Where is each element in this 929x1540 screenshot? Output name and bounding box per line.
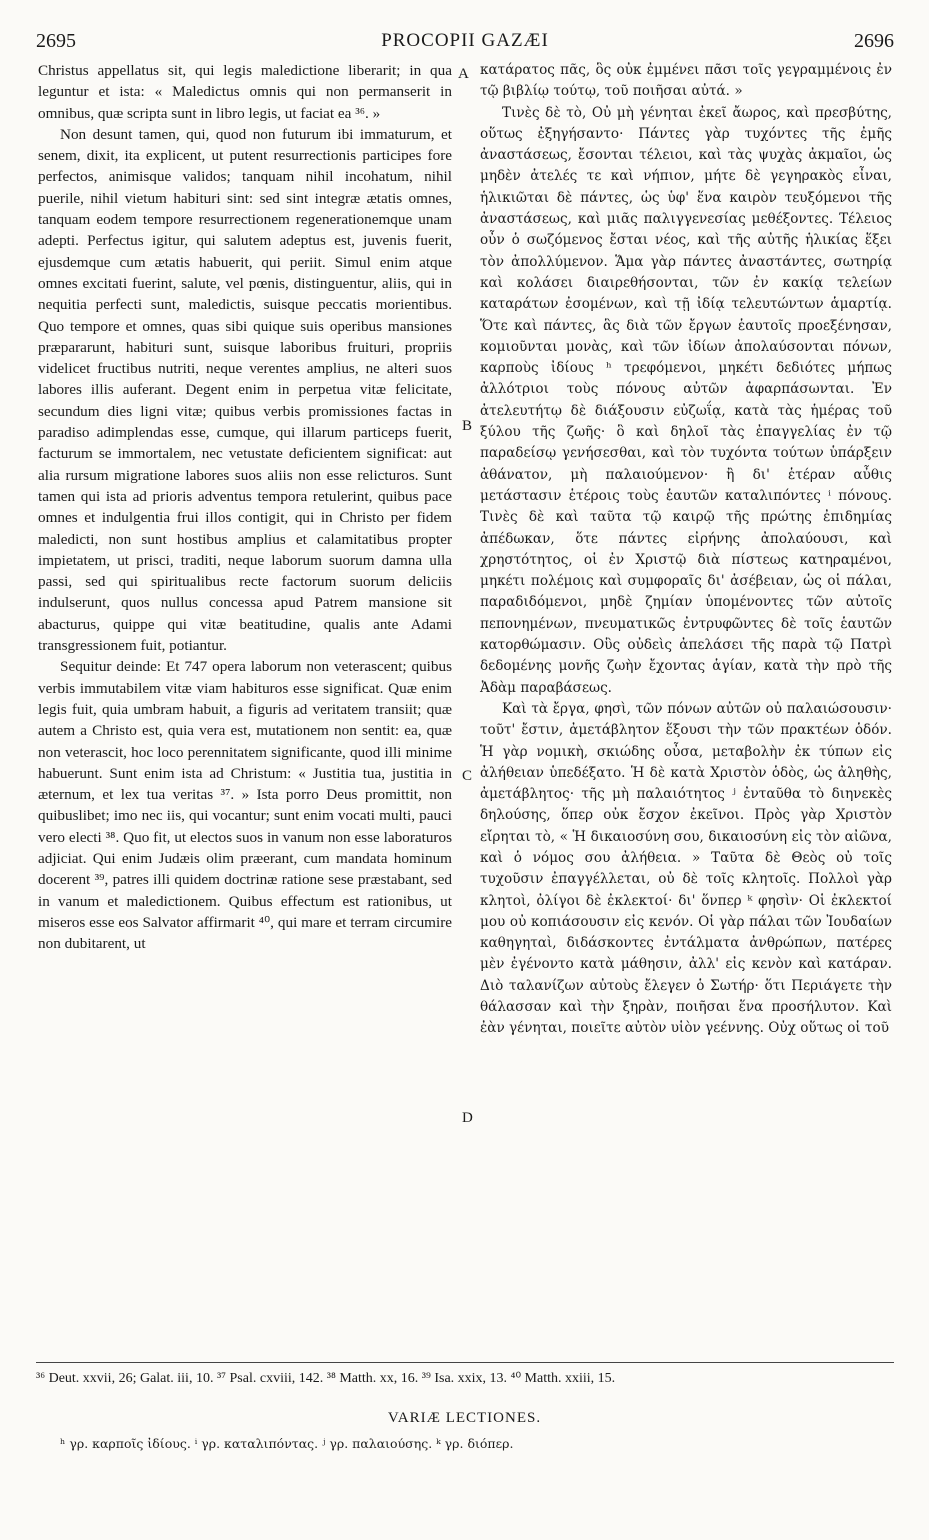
margin-letter-b: B — [462, 418, 473, 434]
greek-paragraph-3: Καὶ τὰ ἔργα, φησὶ, τῶν πόνων αὐτῶν οὐ παλαιώσουσιν· τοῦτ' ἔστιν, ἀμετάβλητον ἕξουσι τὴν τῶν πρακτέων ὁδόν. Ἡ γὰρ νομικὴ, σκιώδης οὖσα, μεταβολὴν ἐκ τύπων εἰς ἀλήθειαν ὑπεδέξατο. Ἡ δὲ κατὰ Χριστὸν ὁδὸς, ὡς ἀληθὴς, ἀμετάβλητος· τῆς μὴ παλαιότητος ʲ ἐνταῦθα τὸ διηνεκὲς δηλούσης, ὅπερ οὐκ ἔσχον ἐκεῖνοι. Πρὸς γὰρ Χριστὸν εἴρηται τὸ, « Ἡ δικαιοσύνη σου, δικαιοσύνη εἰς τὸν αἰῶνα, καὶ ὁ νόμος σου ἀλήθεια. » Ταῦτα δὲ Θεὸς οὐ τοῖς τυχοῦσιν ἐπαγγέλλεται, οὐ δὲ τοῖς κλητοῖς. Πολλοὶ γὰρ κλητοὶ, ὀλίγοι δὲ ἐκλεκτοί· δι' ὅνπερ ᵏ φησὶν· Οἱ ἐκλεκτοί μου οὐ κοπιάσουσιν εἰς κενόν. Οἱ γὰρ πάλαι τῶν Ἰουδαίων καθηγηταὶ, διδάσκοντες ἐντάλματα ἀνθρώπων, πατέρες μὲν ἐγένοντο κατὰ μάθησιν, ἀλλ' εἰς κενὸν καὶ κατάραν. Διὸ ταλανίζων αὐτοὺς ἔλεγεν ὁ Σωτήρ· ὅτι Περιάγετε τὴν θάλασσαν καὶ τὴν ξηρὰν, ποιῆσαι ἕνα προσήλυτον. Καὶ ἐὰν γένηται, ποιεῖτε αὐτὸν υἱὸν γεέννης. Οὐχ οὕτως οἱ τοῦ — [480, 700, 892, 1037]
latin-paragraph-2: Non desunt tamen, qui, quod non futurum ibi immaturum, et senem, dixit, ita explicent, ut putent resurrectionis participes fore perfectos, animisque validos; tanquam nihil incohatum, nihil puerile, nihil vietum habituri sint: sed sint integræ ætatis omnes, tanquam eodem tempore resurrectionem regenerationemque unam adepti. Perfectus igitur, qui salutem adeptus est, juvenis fuerit, ejusdemque cum ætatis habuerit, qui periit. Simul enim atque omnes excitati fuerint, salute, vel pœnis, distinguentur, aliis, qui in nequitia perfecti sunt, maledictis, suisque peccatis morientibus. Quo tempore et omnes, quas sibi quique suis operibus mansiones præpararunt, habituri sunt, suisque laboribus fruituri, propriis videlicet fructibus nutriti, neque verentes amplius, ne alteri suos labores illis auferant. Degent enim in perpetua vitæ felicitate, secundum dies ligni vitæ; quibus verbis promissiones factas in paradiso adimplendas esse, cumque, qui illarum particeps fuerit, facturum se immortalem, nec vetustate deficientem significat: aut alia rursum migratione labores suos aliis non esse relicturos. Sunt tamen qui ista ad prioris adventus tempora retulerint, quibus pace omnes et indulgentia frui illos contigit, qui in Christo per fidem maledicti, non sunt hostibus amplius et calamitatibus propter impietatem, ut prisci, traditi, neque laborum suorum damna ulla passi, sed qui spiritualibus recte factorum suorum deliciis indulserunt, quos nullus concessa apud Patrem mansione sit abacturus, quippe qui vitæ beatitudine, qualis ante Adami transgressionem fuit, potiantur. — [38, 125, 452, 655]
latin-column — [38, 60, 452, 954]
page-number-right: 2696 — [854, 30, 894, 52]
footnotes: ³⁶ Deut. xxvii, 26; Galat. iii, 10. ³⁷ Psal. cxviii, 142. ³⁸ Matth. xx, 16. ³⁹ Isa. xxix, 13. ⁴⁰ Matth. xxiii, 15. — [36, 1371, 616, 1386]
margin-letter-d: D — [462, 1110, 473, 1126]
page-number-left: 2695 — [36, 30, 76, 52]
footnote-rule — [36, 1362, 894, 1363]
margin-letter-c: C — [462, 768, 473, 784]
running-title: PROCOPII GAZÆI — [381, 30, 549, 51]
greek-column — [480, 60, 892, 1040]
variae-lectiones-title: VARIÆ LECTIONES. — [387, 1410, 542, 1426]
greek-paragraph-2: Τινὲς δὲ τὸ, Οὐ μὴ γένηται ἐκεῖ ἄωρος, καὶ πρεσβύτης, οὕτως ἐξηγήσαντο· Πάντες γὰρ τυχόντες τῆς ἐμῆς ἀναστάσεως, ἔσονται τέλειοι, καὶ τὰς ψυχὰς ἀκμαῖοι, ὡς μηδὲν ἀτελές τε καὶ νήπιον, μήτε δὲ γεγηρακὸς εἶναι, ἡλικιῶται δὲ πάντες, ὡς ὑφ' ἕνα καιρὸν τευξόμενοι τῆς ἀναστάσεως, καὶ μιᾶς παλιγγενεσίας μεθέξοντες. Τέλειος οὖν ὁ σωζόμενος ἔσται νέος, καὶ τῆς αὐτῆς ἡλικίας ἕξει τὸν ἀπολλύμενον. Ἅμα γὰρ πάντες ἀναστάντες, σωτηρίᾳ καὶ κολάσει διαιρεθήσονται, τῶν ἐν κακίᾳ τελείων καταράτων ἐσομένων, καὶ τῇ ἰδίᾳ τελευτώντων ἁμαρτίᾳ. Ὅτε καὶ πάντες, ἃς διὰ τῶν ἔργων ἑαυτοῖς προεξένησαν, κομιοῦνται μονὰς, καὶ τῶν ἰδίων ἀπολαύσονται πόνων, καρποὺς ἰδίους ʰ τρεφόμενοι, μηκέτι δεδιότες μήπως ἀλλότριοι τοὺς πόνους αὐτῶν ἀφαρπάσωνται. Ἐν ἀτελευτήτῳ δὲ διάξουσιν εὐζωΐᾳ, κατὰ τὰς ἡμέρας τοῦ ξύλου τῆς ζωῆς· ὃ καὶ δηλοῖ τὰς ἐπαγγελίας ἐν τῷ παραδείσῳ γενήσεσθαι, καὶ τὸν τυχόντα τούτων ὑπάρξειν ἀθάνατον, μὴ παλαιούμενον· ἢ δι' ἑτέραν αὖθις μετάστασιν ἑτέροις τοὺς ἑαυτῶν καταλιπόντες ⁱ πόνους. Τινὲς δὲ καὶ ταῦτα τῷ καιρῷ τῆς πρώτης ἐπιδημίας ἀπέδωκαν, ὅτε πάντες εἰρήνης ἀπολαύουσι, καὶ χρηστότητος, οἱ ἐν Χριστῷ διὰ πίστεως κατηραμένοι, μηκέτι πολέμοις καὶ συμφοραῖς δι' ἀσέβειαν, ὡς οἱ πάλαι, παραδιδόμενοι, μηδὲ ζημίαν ὑπομένοντες τῶν αὐτοῖς πεπονημένων, πνευματικῶς ἐντρυφῶντες δὲ τοῖς ἑαυτῶν κατορθώμασιν. Οὓς οὐδεὶς ἀπελάσει τῆς παρὰ τῷ Πατρὶ δεδομένης μονῆς ζωὴν ἔχοντας ἁγίαν, κατὰ τὴν πρὸ τῆς Ἀδὰμ παραβάσεως. — [480, 104, 892, 696]
latin-paragraph-3: Sequitur deinde: Et 747 opera laborum non veterascent; quibus verbis immutabilem vitæ viam habituros esse significat. Quæ enim legis fuit, quia umbram habuit, a figuris ad veritatem transiit; quæ autem a Christo est, quia vera est, mutationem non sentit: ea, quæ non veterascit, hoc loco perennitatem significante, quod illi minime habuerunt. Sunt enim ista ad Christum: « Justitia tua, justitia in æternum, et lex tua veritas ³⁷. » Ista porro Deus promittit, non quibuslibet; imo nec iis, qui vocantur; sunt enim vocati multi, pauci vero electi ³⁸. Quo fit, ut electos suos in vanum non esse laboraturos adjiciat. Qui enim Judæis olim præerant, cum mandata hominum docerent ³⁹, patres illi quidem doctrinæ ratione sese præstabant, sed in vanum et maledictionem. Quibus effectum est rationibus, ut miseros esse eos Salvator affirmarit ⁴⁰, qui mare et terram circumire non dubitarent, ut — [38, 658, 452, 953]
latin-paragraph-1: Christus appellatus sit, qui legis maledictione liberarit; in qua leguntur et ista: « Maledictus omnis qui non permanserit in omnibus, quæ scripta sunt in libro legis, ut faciat ea ³⁶. » — [38, 62, 452, 122]
greek-paragraph-1: κατάρατος πᾶς, ὃς οὐκ ἐμμένει πᾶσι τοῖς γεγραμμένοις ἐν τῷ βιβλίῳ τούτῳ, τοῦ ποιῆσαι αὐτά. » — [480, 62, 892, 100]
margin-letter-a: A — [458, 66, 469, 82]
variae-lectiones-lines: ʰ γρ. καρποῖς ἰδίους. ⁱ γρ. καταλιπόντας. ʲ γρ. παλαιούσης. ᵏ γρ. διόπερ. — [60, 1436, 514, 1451]
page-header — [36, 30, 894, 56]
